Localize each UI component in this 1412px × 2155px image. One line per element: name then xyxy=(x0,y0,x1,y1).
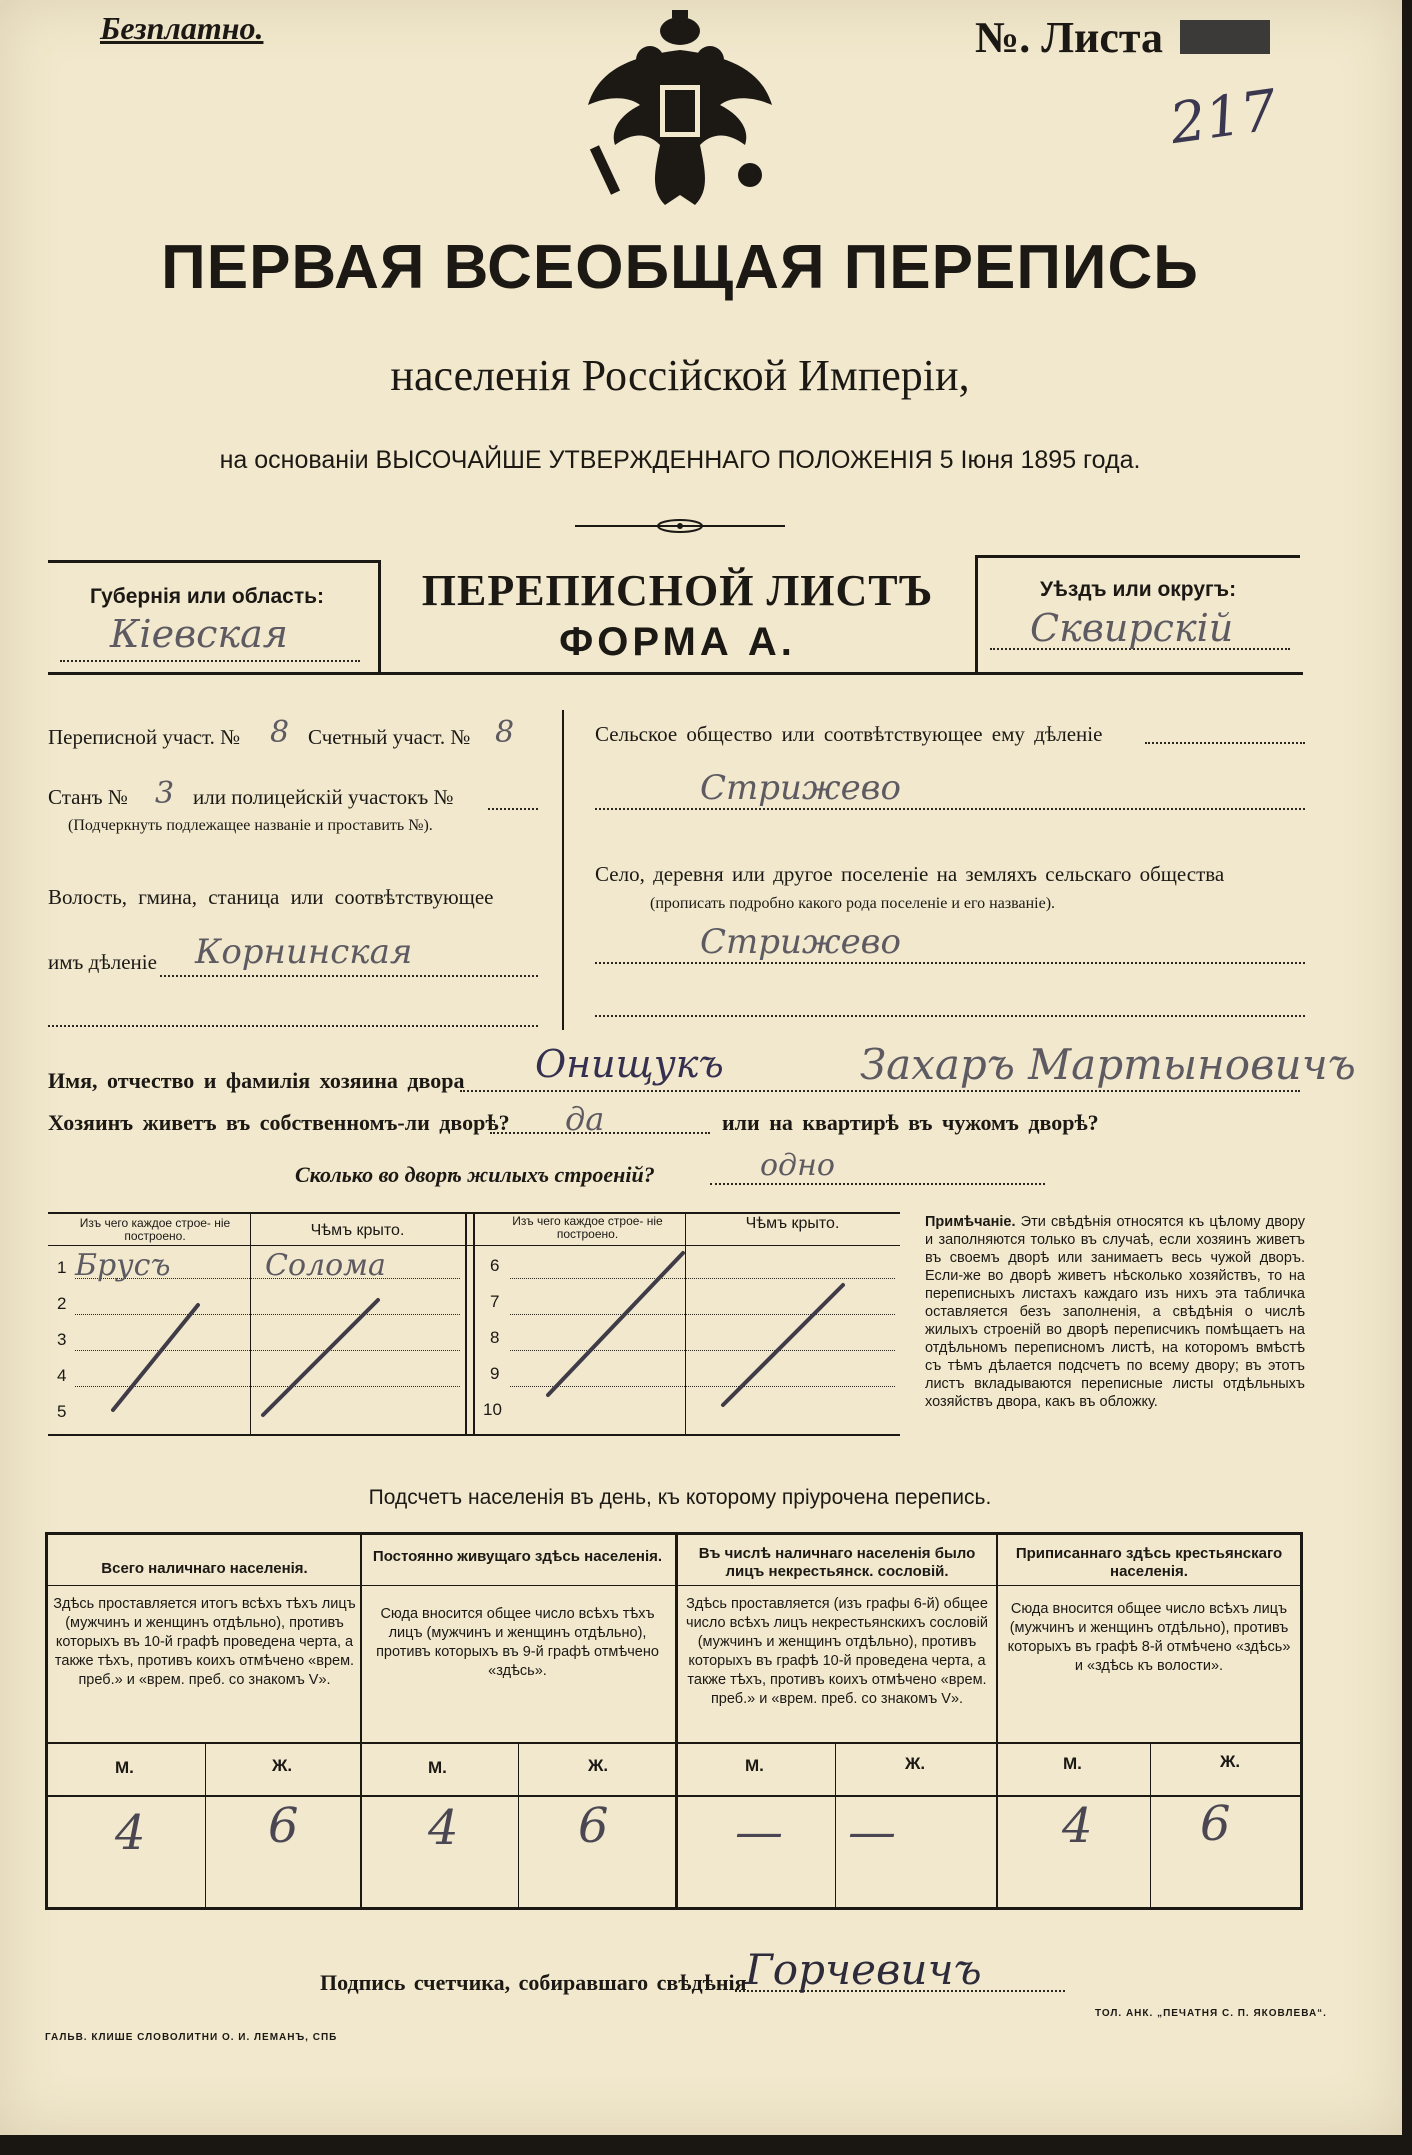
pop-col4-f-label: Ж. xyxy=(1220,1752,1241,1771)
pop-col2-header: Постоянно живущаго здѣсь населенія. xyxy=(372,1548,663,1565)
buildings-col2-header: Чѣмъ крыто. xyxy=(310,1222,405,1239)
village-value: Стрижево xyxy=(700,922,901,962)
pop-col3-m-value: — xyxy=(735,1804,783,1860)
pop-col4-m-value: 4 xyxy=(1062,1798,1093,1854)
row-number-1: 1 xyxy=(57,1258,67,1277)
stan-value: 3 xyxy=(155,776,175,811)
volost-value: Корнинская xyxy=(195,932,413,972)
imprint-right: ТОЛ. АНК. „ПЕЧАТНЯ С. П. ЯКОВЛЕВА“. xyxy=(1095,2008,1327,2019)
pop-col3-desc: Здѣсь проставляется (изъ графы 6-й) общее число всѣхъ лицъ некрестьянскихъ сословій (мужчинъ и женщинъ отдѣльно), противъ которыхъ въ графѣ 10-й проведена черта, а также тѣхъ, противъ коихъ отмѣчено «врем. преб.» и «врем. преб. со знакомъ V». xyxy=(686,1596,988,1707)
row-number-2: 2 xyxy=(57,1294,67,1313)
buildings-col3-header: Изъ чего каждое строе- ніе построено. xyxy=(512,1214,663,1241)
police-label: или полицейскій участокъ № xyxy=(193,785,454,809)
society-value: Стрижево xyxy=(700,768,901,808)
buildings-value: одно xyxy=(760,1148,835,1183)
buildings-col4-header: Чѣмъ крыто. xyxy=(745,1215,840,1232)
form-title: ПЕРЕПИСНОЙ ЛИСТЪ xyxy=(421,566,934,615)
pop-col1-f-value: 6 xyxy=(268,1798,299,1854)
signature-value: Горчевичъ xyxy=(745,1945,982,1994)
row1-roof: Солома xyxy=(265,1248,386,1283)
province-value: Кіевская xyxy=(110,612,288,656)
district-value: Сквирскій xyxy=(1030,606,1234,650)
note-title: Примѣчаніе. xyxy=(925,1214,1016,1230)
row-number-6: 6 xyxy=(490,1256,500,1275)
count-district-label: Счетный участ. № xyxy=(308,725,471,749)
volost-label: Волость, гмина, станица или соотвѣтствующее xyxy=(48,885,494,909)
owner-lives-value: да xyxy=(565,1100,605,1138)
sheet-number-handwritten: 217 xyxy=(1165,77,1281,158)
pop-col1-m-value: 4 xyxy=(115,1805,146,1861)
stan-note: (Подчеркнуть подлежащее названіе и проставить №). xyxy=(68,817,433,834)
owner-name-label: Имя, отчество и фамилія хозяина двора xyxy=(48,1068,465,1093)
buildings-label: Сколько во дворѣ жилыхъ строеній? xyxy=(295,1162,655,1187)
main-title: ПЕРВАЯ ВСЕОБЩАЯ ПЕРЕПИСЬ xyxy=(161,233,1199,302)
row-number-3: 3 xyxy=(57,1330,67,1349)
row1-material: Брусъ xyxy=(75,1248,171,1283)
pop-col2-m-value: 4 xyxy=(428,1800,459,1856)
subtitle: населенія Россійской Имперіи, xyxy=(390,351,970,400)
volost-label-cont: имъ дѣленіе xyxy=(48,950,157,974)
free-label: Безплатно. xyxy=(100,10,264,46)
ornament-divider-icon xyxy=(575,518,785,534)
pop-col4-desc: Сюда вносится общее число всѣхъ лицъ (мужчинъ и женщинъ отдѣльно), противъ которыхъ въ графѣ 8-й отмѣчено «здѣсь» и «здѣсь къ волости». xyxy=(1007,1601,1291,1674)
pop-col4-m-label: М. xyxy=(1063,1754,1082,1773)
pop-col4-f-value: 6 xyxy=(1200,1796,1231,1852)
owner-surname: Онищукъ xyxy=(535,1042,724,1086)
signature-label: Подпись счетчика, собиравшаго свѣдѣнія xyxy=(320,1970,747,1995)
buildings-strike-lines xyxy=(48,1245,900,1435)
pop-col2-desc: Сюда вносится общее число всѣхъ тѣхъ лицъ (мужчинъ и женщинъ отдѣльно), противъ которыхъ въ 9-й графѣ отмѣчено «здѣсь». xyxy=(376,1606,659,1679)
row-number-10: 10 xyxy=(483,1400,502,1419)
census-district-value: 8 xyxy=(270,715,290,750)
buildings-col1-header: Изъ чего каждое строе- ніе построено. xyxy=(79,1216,231,1243)
pop-col3-m-label: М. xyxy=(745,1756,764,1775)
pop-col1-f-label: Ж. xyxy=(272,1756,293,1775)
village-note: (прописать подробно какого рода поселеніе и его названіе). xyxy=(650,895,1056,912)
stan-label: Станъ № xyxy=(48,785,128,809)
society-label: Сельское общество или соотвѣтствующее ему дѣленіе xyxy=(595,722,1103,746)
legal-basis: на основаніи ВЫСОЧАЙШЕ УТВЕРЖДЕННАГО ПОЛОЖЕНІЯ 5 Іюня 1895 года. xyxy=(219,446,1141,474)
village-label: Село, деревня или другое поселеніе на земляхъ сельскаго общества xyxy=(595,862,1225,886)
province-label: Губернія или область: xyxy=(90,585,325,608)
pop-col1-header: Всего наличнаго населенія. xyxy=(101,1560,308,1577)
sheet-number-label: №. Листа xyxy=(975,13,1164,62)
pop-col2-m-label: М. xyxy=(428,1758,447,1777)
pop-col4-header: Приписаннаго здѣсь крестьянскаго населенія. xyxy=(1015,1545,1283,1580)
row-number-5: 5 xyxy=(57,1402,67,1421)
row-number-8: 8 xyxy=(490,1328,500,1347)
row-number-4: 4 xyxy=(57,1366,67,1385)
sheet-number-stamp xyxy=(1180,20,1270,54)
population-title: Подсчетъ населенія въ день, къ которому пріурочена перепись. xyxy=(368,1486,992,1509)
pop-col1-desc: Здѣсь проставляется итогъ всѣхъ тѣхъ лицъ (мужчинъ и женщинъ отдѣльно), противъ которыхъ въ 10-й графѣ проведена черта, а также тѣхъ, противъ коихъ отмѣчено «врем. преб.» и «врем. преб. со знакомъ V». xyxy=(53,1596,356,1688)
row-number-7: 7 xyxy=(490,1292,500,1311)
owner-or-label: или на квартирѣ въ чужомъ дворѣ? xyxy=(722,1110,1099,1135)
imprint-left: ГАЛЬВ. КЛИШЕ СЛОВОЛИТНИ О. И. ЛЕМАНЪ, СПБ xyxy=(45,2032,338,2043)
census-district-label: Переписной участ. № xyxy=(48,725,241,749)
note-block xyxy=(925,1213,1305,1411)
pop-col2-f-value: 6 xyxy=(578,1798,609,1854)
pop-col1-m-label: М. xyxy=(115,1758,134,1777)
pop-col3-f-label: Ж. xyxy=(905,1754,926,1773)
pop-col3-header: Въ числѣ наличнаго населенія было лицъ некрестьянск. сословій. xyxy=(698,1545,976,1580)
imperial-eagle-emblem-icon xyxy=(580,5,780,220)
owner-name-rest: Захаръ Мартыновичъ xyxy=(860,1040,1356,1089)
district-label: Уѣздъ или округъ: xyxy=(1040,578,1237,601)
pop-col2-f-label: Ж. xyxy=(588,1756,609,1775)
pop-col3-f-value: — xyxy=(848,1804,896,1860)
count-district-value: 8 xyxy=(495,715,515,750)
form-type: ФОРМА А. xyxy=(559,620,796,664)
owner-lives-label: Хозяинъ живетъ въ собственномъ-ли дворѣ? xyxy=(48,1110,510,1135)
note-text: Эти свѣдѣнія относятся къ цѣлому двору и заполняются только въ случаѣ, если хозяинъ живетъ въ своемъ дворѣ или занимаетъ весь чужой дворъ. Если-же во дворѣ живетъ нѣсколько хозяйствъ, то на переписныхъ листахъ каждаго изъ нихъ эта табличка оставляется безъ заполненія, а свѣдѣнія о числѣ жилыхъ строеній во дворѣ переписчикъ помѣщаетъ на отдѣльномъ переписномъ листѣ, на которомъ вмѣстѣ съ тѣмъ дѣлается подсчетъ по всему двору; въ этотъ листъ вкладываются переписные листы отдѣльныхъ хозяйствъ двора, какъ въ обложку. xyxy=(925,1214,1305,1410)
row-number-9: 9 xyxy=(490,1364,500,1383)
population-table xyxy=(45,1532,1303,1910)
